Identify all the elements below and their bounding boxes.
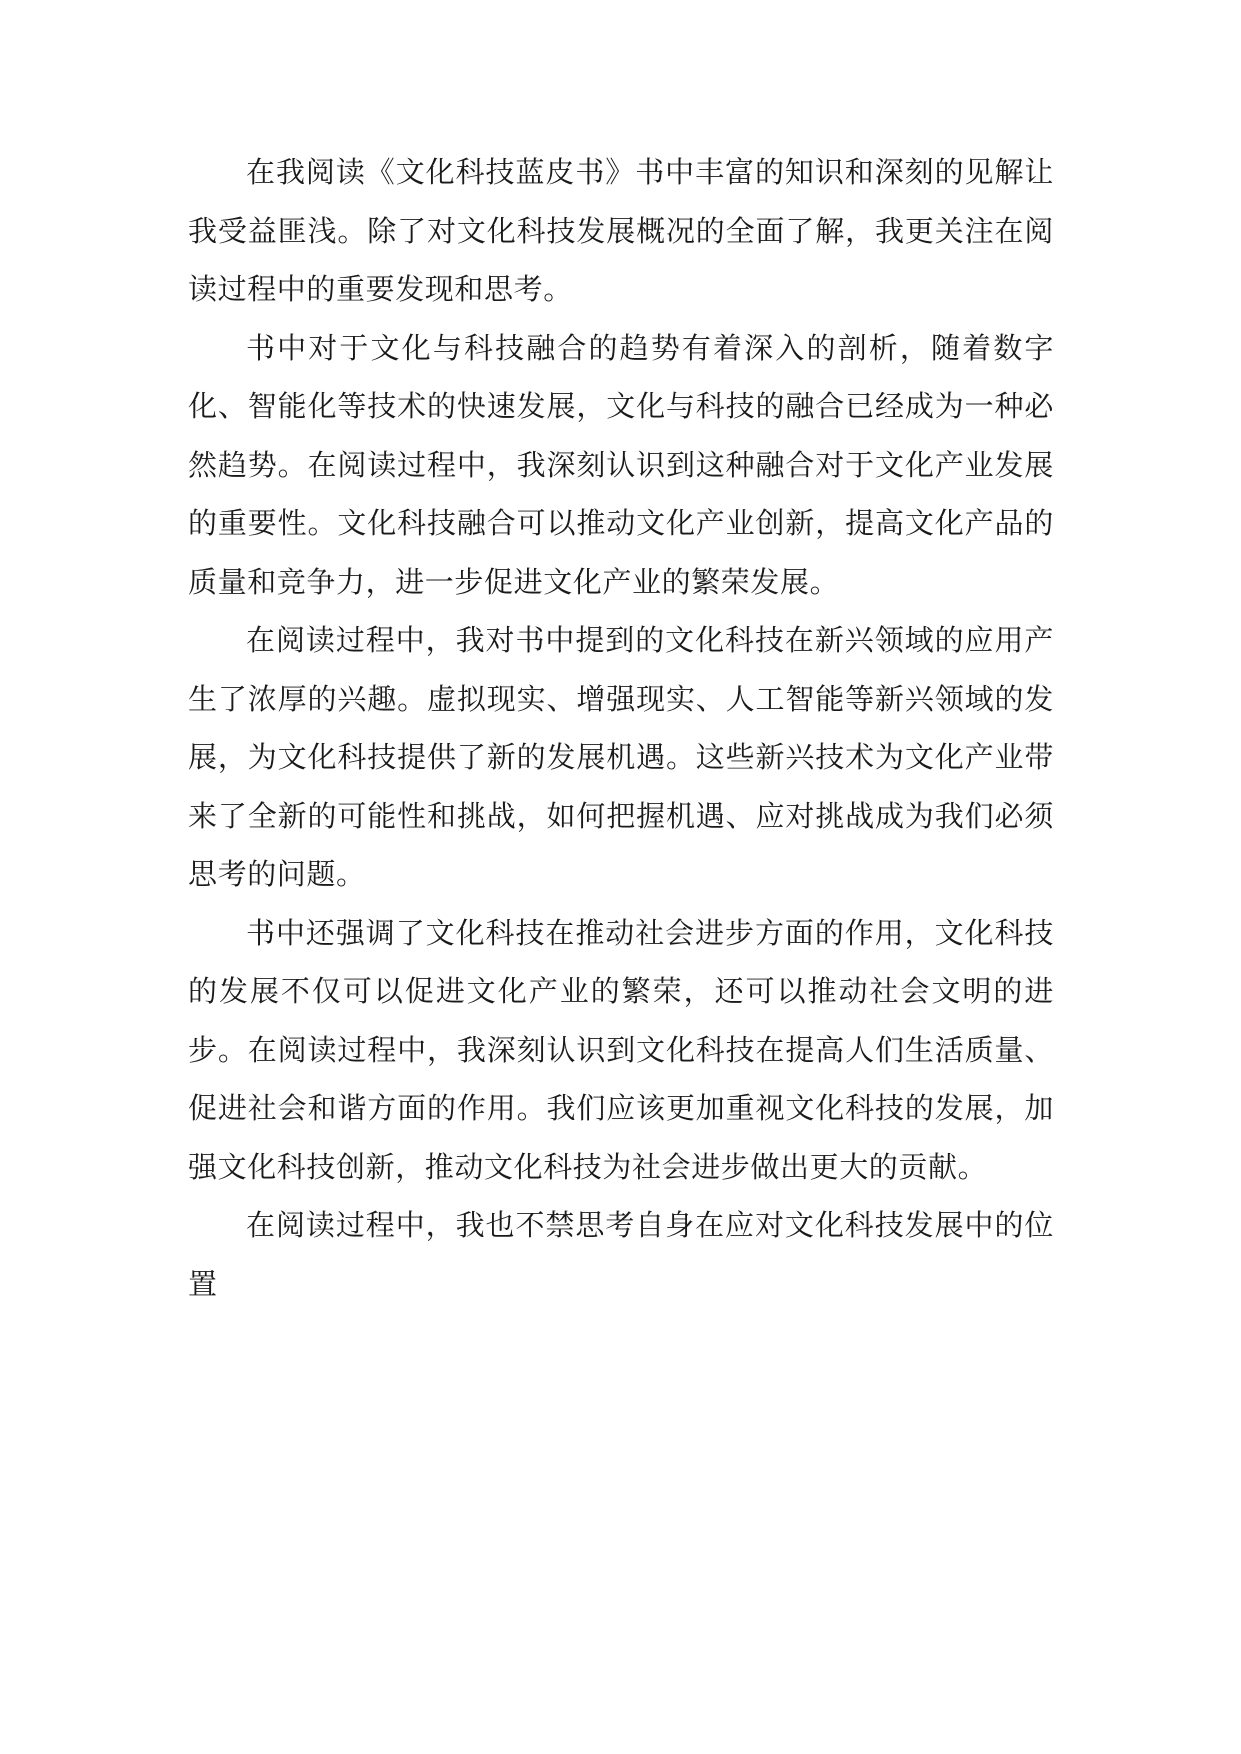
paragraph-4: 书中还强调了文化科技在推动社会进步方面的作用，文化科技的发展不仅可以促进文化产业的繁荣，还可以推动社会文明的进步。在阅读过程中，我深刻认识到文化科技在提高人们生活质量、促进社会和谐方面的作用。我们应该更加重视文化科技的发展，加强文化科技创新，推动文化科技为社会进步做出更大的贡献。 bbox=[188, 915, 1054, 1184]
paragraph-3: 在阅读过程中，我对书中提到的文化科技在新兴领域的应用产生了浓厚的兴趣。虚拟现实、增强现实、人工智能等新兴领域的发展，为文化科技提供了新的发展机遇。这些新兴技术为文化产业带来了全新的可能性和挑战，如何把握机遇、应对挑战成为我们必须思考的问题。 bbox=[188, 623, 1054, 891]
paragraph-5: 在阅读过程中，我也不禁思考自身在应对文化科技发展中的位置 bbox=[188, 1208, 1054, 1301]
document-body bbox=[188, 143, 1054, 1313]
paragraph-2: 书中对于文化与科技融合的趋势有着深入的剖析，随着数字化、智能化等技术的快速发展，文化与科技的融合已经成为一种必然趋势。在阅读过程中，我深刻认识到这种融合对于文化产业发展的重要性。文化科技融合可以推动文化产业创新，提高文化产品的质量和竞争力，进一步促进文化产业的繁荣发展。 bbox=[188, 330, 1054, 599]
paragraph-1: 在我阅读《文化科技蓝皮书》书中丰富的知识和深刻的见解让我受益匪浅。除了对文化科技发展概况的全面了解，我更关注在阅读过程中的重要发现和思考。 bbox=[188, 155, 1054, 306]
